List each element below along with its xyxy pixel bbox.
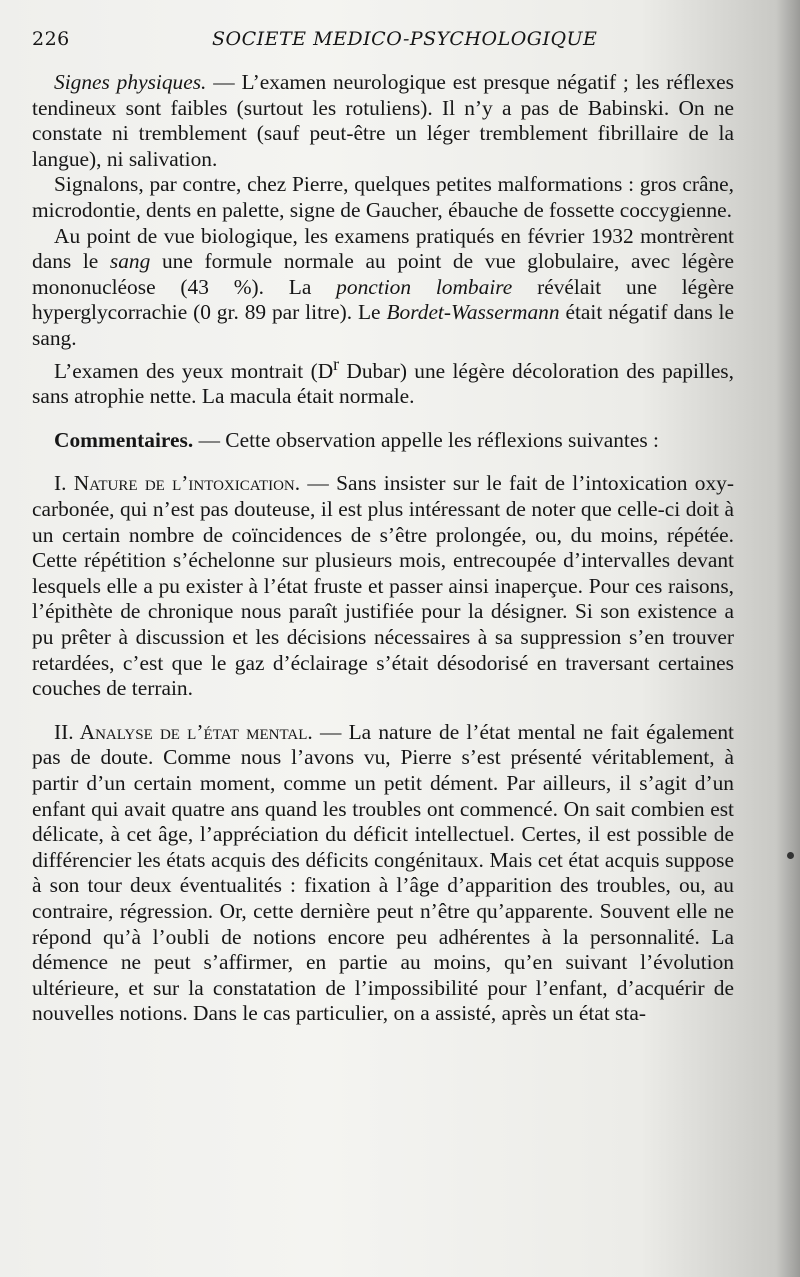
paragraph-eyes: [32, 352, 734, 410]
biology-text-2: une formule normale au point de vue globulaire, avec légère mononucléose (43 %). La: [32, 249, 734, 299]
eyes-sup: r: [333, 353, 340, 374]
commentaires-text: — Cette observation appelle les réflexions suivantes :: [193, 427, 659, 452]
running-head: SOCIETE MEDICO-PSYCHOLOGIQUE: [212, 28, 598, 50]
biology-term-bordet: Bordet-Wassermann: [386, 300, 560, 325]
paragraph-intoxication: [32, 471, 734, 701]
physical-signs-text: — L’examen neurologique est presque négatif ; les réflexes tendineux sont faibles (surtout les rotuliens). Il n’y a pas de Babinski. On ne constate ni tremblement (sauf peut-être un léger tremblement fibrillaire de la langue), ni salivation.: [32, 70, 734, 171]
paragraph-physical-signs: [32, 70, 734, 172]
mental-state-heading: II. Analyse de l’état mental.: [54, 719, 313, 744]
section-gap: [32, 410, 734, 428]
paragraph-malformations: [32, 172, 734, 223]
biology-term-ponction: ponction lombaire: [336, 274, 513, 299]
paragraph-commentaires: [32, 428, 734, 454]
eyes-text-1: L’examen des yeux montrait (D: [54, 358, 334, 383]
biology-text-3: révélait une légère hyperglycorrachie (0 gr. 89 par litre). Le: [32, 274, 734, 325]
malformations-text: Signalons, par contre, chez Pierre, quelques petites malformations : gros crâne, microdontie, dents en palette, signe de Gaucher, ébauche de fossette coccygienne.: [32, 172, 734, 222]
intoxication-text: — Sans insister sur le fait de l’intoxication oxy-carbonée, qui n’est pas douteuse, il est plus intéressant de noter que celle-ci doit à un certain nombre de coïncidences de s’être prolongée, ou, du moins, répétée. Cette répétition s’échelonne sur plusieurs mois, entrecoupée d’intervalles devant lesquels elle a pu exister à l’état fruste et passer ainsi inaperçue. Pour ces raisons, l’épithète de chronique nous paraît justifiée pour la désigner. Si son existence a pu prêter à discussion et les décisions nécessaires à sa suppression s’en trouver retardées, c’est que le gaz d’éclairage s’était désodorisé en traversant certaines couches de terrain.: [32, 471, 734, 701]
biology-text-1: Au point de vue biologique, les examens pratiqués en février 1932 montrèrent dans le: [32, 223, 734, 274]
margin-dot: [787, 852, 794, 859]
mental-state-text: — La nature de l’état mental ne fait également pas de doute. Comme nous l’avons vu, Pierre s’est présenté véritablement, à partir d’un certain moment, comme un petit dément. Par ailleurs, il s’agit d’un enfant qui avait quatre ans quand les troubles ont commencé. On sait combien est délicate, à cet âge, l’appréciation du déficit intellectuel. Certes, il est possible de différencier les états acquis des déficits congénitaux. Mais cet état acquis suppose à son tour deux éventualités : fixation à l’âge d’apparition des troubles, ou, au contraire, régression. Or, cette dernière peut n’être qu’apparente. Souvent elle ne répond qu’à l’oubli de notions encore peu adhérentes à la personnalité. La démence ne peut s’affirmer, en partie au moins, qu’en suivant l’évolution ultérieure, et sur la constatation de l’impossibilité pour l’enfant, d’acquérir de nouvelles notions. Dans le cas particulier, on a assisté, après un état sta-: [32, 719, 735, 1026]
page-header: [32, 28, 732, 58]
section-gap: [32, 453, 734, 471]
biology-text-4: était négatif dans le sang.: [32, 300, 734, 350]
paragraph-mental-state: [32, 720, 734, 1027]
page-number: 226: [32, 28, 70, 50]
eyes-text-2: Dubar) une légère décoloration des papilles, sans atrophie nette. La macula était normale.: [32, 358, 734, 409]
section-gap: [32, 702, 734, 720]
commentaires-heading: Commentaires.: [54, 427, 194, 452]
intoxication-heading: I. Nature de l’intoxication.: [54, 471, 301, 496]
paragraph-biology: [32, 224, 734, 352]
biology-term-sang: sang: [109, 249, 151, 274]
physical-signs-heading: Signes physiques.: [54, 70, 207, 94]
body-text: [32, 70, 734, 1027]
